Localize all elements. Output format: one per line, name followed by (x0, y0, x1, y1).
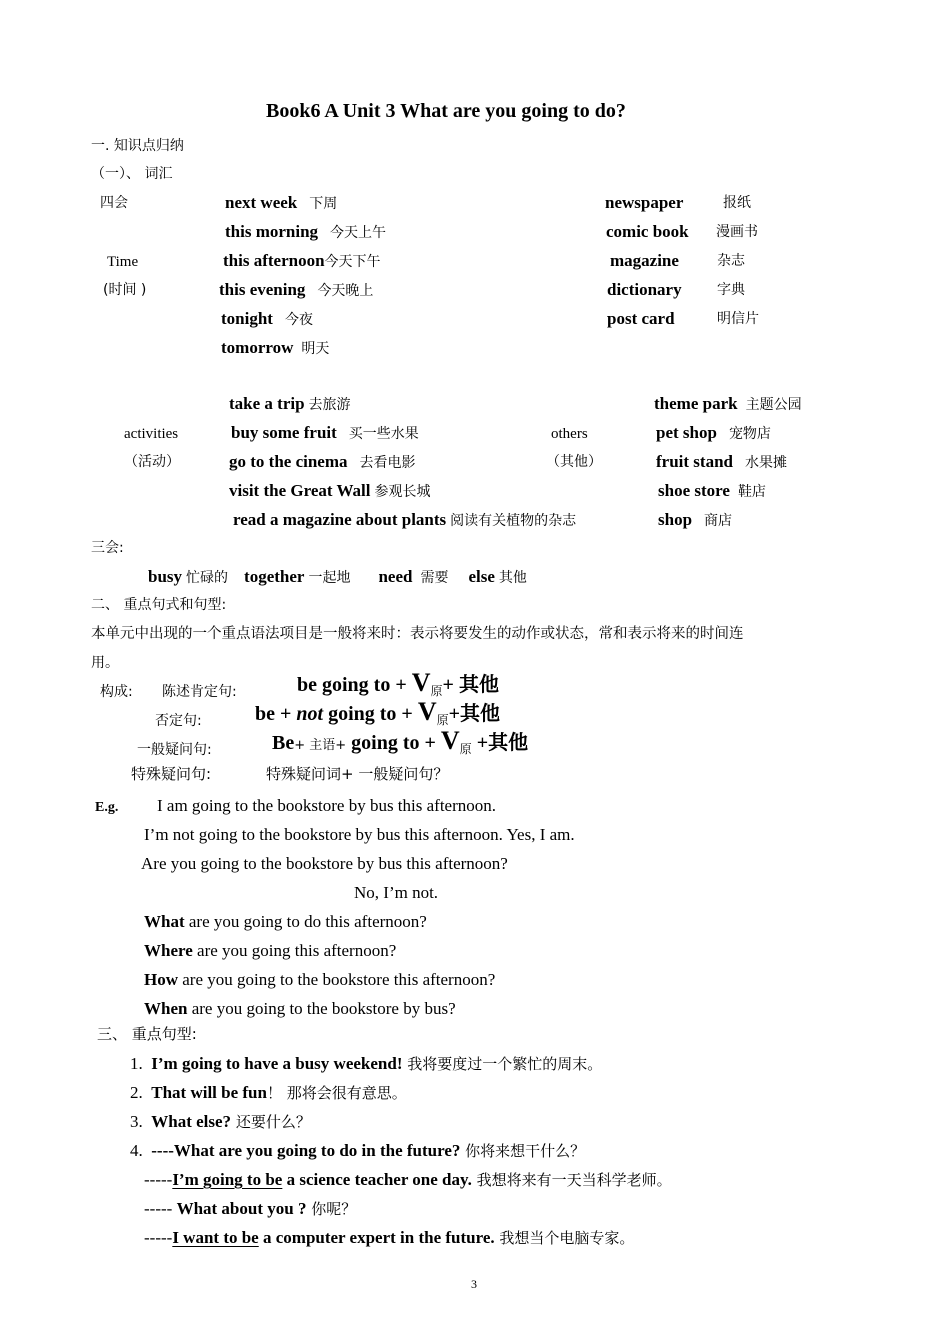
vocab-item: this evening 今天晚上 (219, 280, 374, 299)
key-sentence: -----I’m going to be a science teacher one day. 我想将来有一天当科学老师。 (144, 1170, 672, 1189)
vocab-item: tomorrow 明天 (221, 338, 330, 357)
vocab-item: shoe store 鞋店 (658, 481, 766, 500)
example-line: I am going to the bookstore by bus this afternoon. (157, 796, 497, 815)
vocab-item-cn: 漫画书 (716, 224, 758, 240)
vocab-item-en: post card (607, 309, 675, 328)
vocab-item-cn: 杂志 (717, 253, 745, 269)
vocab-item-en: dictionary (607, 280, 682, 299)
three-skills-label: 三会: (91, 540, 124, 556)
others-label-en: others (551, 426, 588, 442)
positive-form-formula: be going to + $V_原+$ 其他 (297, 668, 499, 699)
key-sentence: 2. That will be fun！ 那将会很有意思。 (130, 1083, 407, 1102)
negative-form-label: 否定句: (155, 713, 202, 729)
example-wh-line: Where are you going this afternoon? (144, 941, 397, 960)
vocab-item-cn: 字典 (717, 282, 745, 298)
wh-question-label: 特殊疑问句: (131, 765, 212, 783)
vocab-item: go to the cinema 去看电影 (229, 452, 416, 471)
vocab-item: next week 下周 (225, 193, 338, 212)
wh-question-formula: 特殊疑问词+ 一般疑问句？ (266, 765, 449, 783)
four-skills-label: 四会 (100, 195, 128, 211)
subsection-vocab-heading: （一）、 词汇 (91, 166, 173, 182)
vocab-item-cn: 报纸 (723, 195, 751, 211)
vocab-item-en: newspaper (605, 193, 684, 212)
example-wh-line: What are you going to do this afternoon? (144, 912, 427, 931)
vocab-item-cn: 明信片 (717, 311, 759, 327)
key-sentence: ----- What about you ? 你呢？ (144, 1199, 357, 1218)
section-2-heading: 二、 重点句式和句型: (91, 597, 227, 613)
activities-label-cn: （活动） (124, 454, 180, 470)
key-sentence: 1. I’m going to have a busy weekend! 我将要度过一个繁忙的周末。 (130, 1054, 603, 1073)
example-wh-line: How are you going to the bookstore this afternoon? (144, 970, 496, 989)
key-sentence: 4. ----What are you going to do in the future? 你将来想干什么？ (130, 1141, 586, 1160)
time-label-cn: (时间 ) (103, 282, 147, 298)
question-form-formula: Be+ 主语+ going to + $V_原$ +其他 (272, 726, 529, 757)
positive-form-label: 陈述肯定句: (162, 684, 237, 700)
example-wh-line: When are you going to the bookstore by bus? (144, 999, 456, 1018)
page-title: Book6 A Unit 3 What are you going to do? (266, 100, 626, 122)
vocab-item: buy some fruit 买一些水果 (231, 423, 419, 442)
time-label-en: Time (107, 254, 139, 270)
vocab-item: this afternoon今天下午 (223, 251, 381, 270)
vocab-item-en: comic book (606, 222, 689, 241)
example-line: No, I’m not. (354, 883, 439, 902)
activities-label-en: activities (124, 426, 179, 442)
vocab-item: take a trip 去旅游 (229, 394, 351, 413)
vocab-item-en: magazine (610, 251, 679, 270)
structure-label: 构成: (100, 684, 133, 700)
example-line: I’m not going to the bookstore by bus this afternoon. Yes, I am. (144, 825, 575, 844)
section-1-heading: 一. 知识点归纳 (91, 138, 184, 154)
section-3-heading: 三、 重点句型: (97, 1025, 197, 1043)
negative-form-formula: be + not going to + $V_原+$其他 (255, 697, 501, 728)
question-form-label: 一般疑问句: (137, 742, 212, 758)
vocab-item: shop 商店 (658, 510, 733, 529)
vocab-item: visit the Great Wall 参观长城 (229, 481, 431, 500)
vocab-item: fruit stand 水果摊 (656, 452, 787, 471)
key-sentence: 3. What else? 还要什么？ (130, 1112, 311, 1131)
page-number: 3 (471, 1277, 477, 1291)
vocab-item: read a magazine about plants 阅读有关植物的杂志 (233, 510, 577, 529)
example-label: E.g. (95, 800, 119, 815)
vocab-item: this morning 今天上午 (225, 222, 387, 241)
vocab-item: theme park 主题公园 (654, 394, 802, 413)
others-label-cn: （其他） (546, 454, 602, 470)
grammar-intro-line-1: 本单元中出现的一个重点语法项目是一般将来时：表示将要发生的动作或状态，常和表示将来的时间连 (91, 626, 744, 642)
example-line: Are you going to the bookstore by bus this afternoon? (141, 854, 508, 873)
grammar-intro-line-2: 用。 (91, 655, 119, 671)
three-skills-words: busy 忙碌的 together 一起地 need 需要 else 其他 (148, 567, 527, 586)
vocab-item: tonight 今夜 (221, 309, 313, 328)
vocab-item: pet shop 宠物店 (656, 423, 771, 442)
key-sentence: -----I want to be a computer expert in the future. 我想当个电脑专家。 (144, 1228, 635, 1247)
